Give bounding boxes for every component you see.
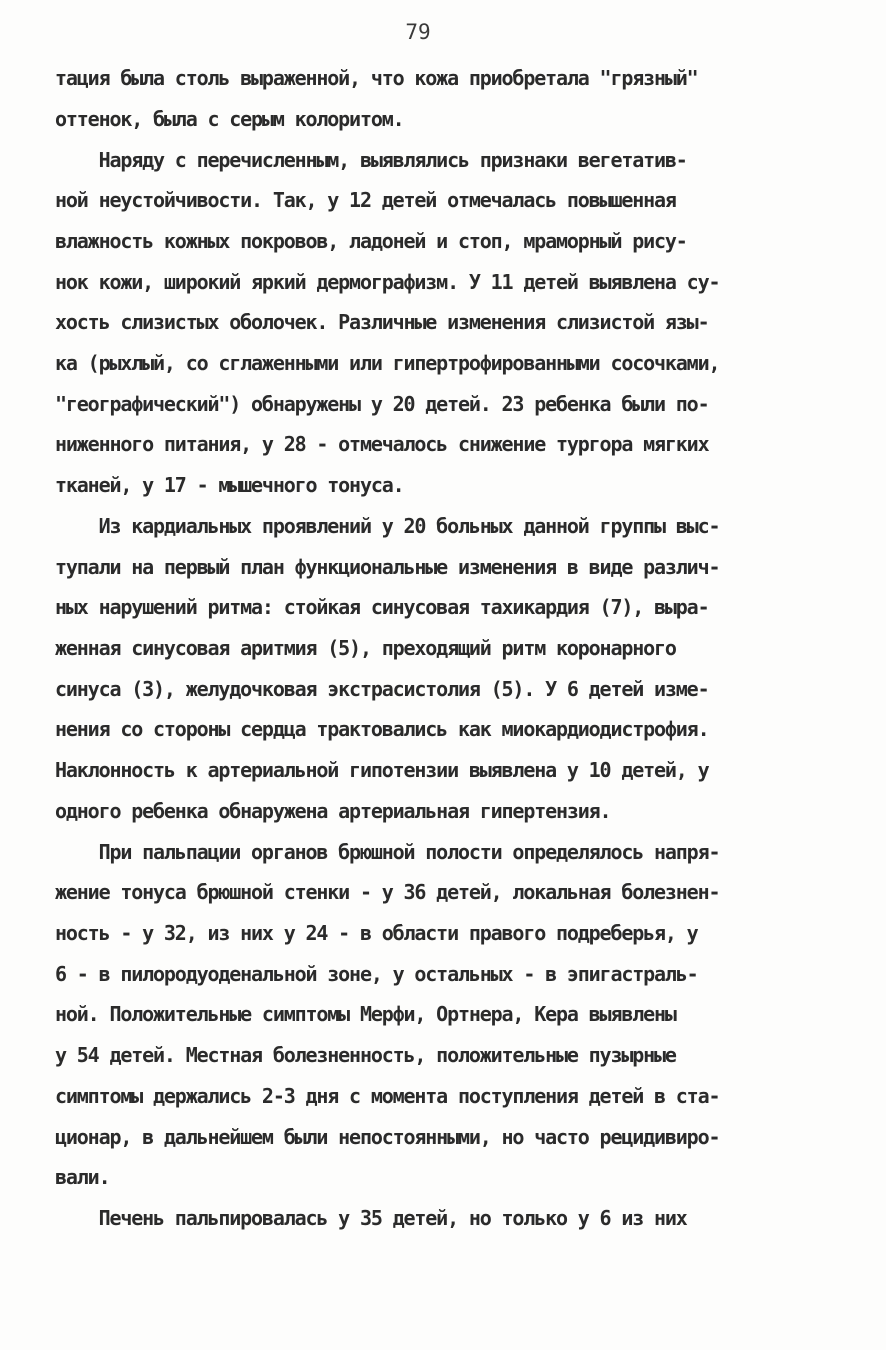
text-line: тупали на первый план функциональные изменения в виде различ- bbox=[55, 555, 720, 579]
text-line: ной неустойчивости. Так, у 12 детей отмечалась повышенная bbox=[55, 188, 676, 212]
text-line: влажность кожных покровов, ладоней и стоп, мраморный рису- bbox=[55, 229, 687, 253]
text-line: 6 - в пилородуоденальной зоне, у остальных - в эпигастраль- bbox=[55, 962, 698, 986]
text-line: ность - у 32, из них у 24 - в области правого подреберья, у bbox=[55, 921, 698, 945]
text-line: ных нарушений ритма: стойкая синусовая тахикардия (7), выра- bbox=[55, 595, 709, 619]
page-number: 79 bbox=[405, 20, 431, 44]
text-line: вали. bbox=[55, 1165, 110, 1189]
text-line: Наряду с перечисленным, выявлялись признаки вегетатив- bbox=[55, 148, 687, 172]
text-line: "географический") обнаружены у 20 детей. 23 ребенка были по- bbox=[55, 392, 709, 416]
text-line: ниженного питания, у 28 - отмечалось снижение тургора мягких bbox=[55, 432, 709, 456]
text-line: у 54 детей. Местная болезненность, положительные пузырные bbox=[55, 1043, 676, 1067]
text-line: оттенок, была с серым колоритом. bbox=[55, 107, 404, 131]
text-line: жение тонуса брюшной стенки - у 36 детей, локальная болезнен- bbox=[55, 880, 720, 904]
text-line: симптомы держались 2-3 дня с момента поступления детей в ста- bbox=[55, 1084, 720, 1108]
text-line: одного ребенка обнаружена артериальная гипертензия. bbox=[55, 799, 611, 823]
text-line: ционар, в дальнейшем были непостоянными, но часто рецидивиро- bbox=[55, 1125, 720, 1149]
text-line: Наклонность к артериальной гипотензии выявлена у 10 детей, у bbox=[55, 758, 709, 782]
text-line: Из кардиальных проявлений у 20 больных данной группы выс- bbox=[55, 514, 720, 538]
text-line: Печень пальпировалась у 35 детей, но только у 6 из них bbox=[55, 1206, 687, 1230]
text-line: тация была столь выраженной, что кожа приобретала "грязный" bbox=[55, 66, 698, 90]
text-line: тканей, у 17 - мышечного тонуса. bbox=[55, 473, 404, 497]
text-line: хость слизистых оболочек. Различные изменения слизистой язы- bbox=[55, 310, 709, 334]
text-line: ка (рыхлый, со сглаженными или гипертрофированными сосочками, bbox=[55, 351, 720, 375]
text-line: При пальпации органов брюшной полости определялось напря- bbox=[55, 840, 720, 864]
text-line: синуса (3), желудочковая экстрасистолия (5). У 6 детей изме- bbox=[55, 677, 709, 701]
text-line: женная синусовая аритмия (5), преходящий ритм коронарного bbox=[55, 636, 676, 660]
text-line: ной. Положительные симптомы Мерфи, Ортнера, Кера выявлены bbox=[55, 1002, 676, 1026]
text-line: нок кожи, широкий яркий дермографизм. У 11 детей выявлена су- bbox=[55, 270, 720, 294]
text-line: нения со стороны сердца трактовались как миокардиодистрофия. bbox=[55, 717, 709, 741]
